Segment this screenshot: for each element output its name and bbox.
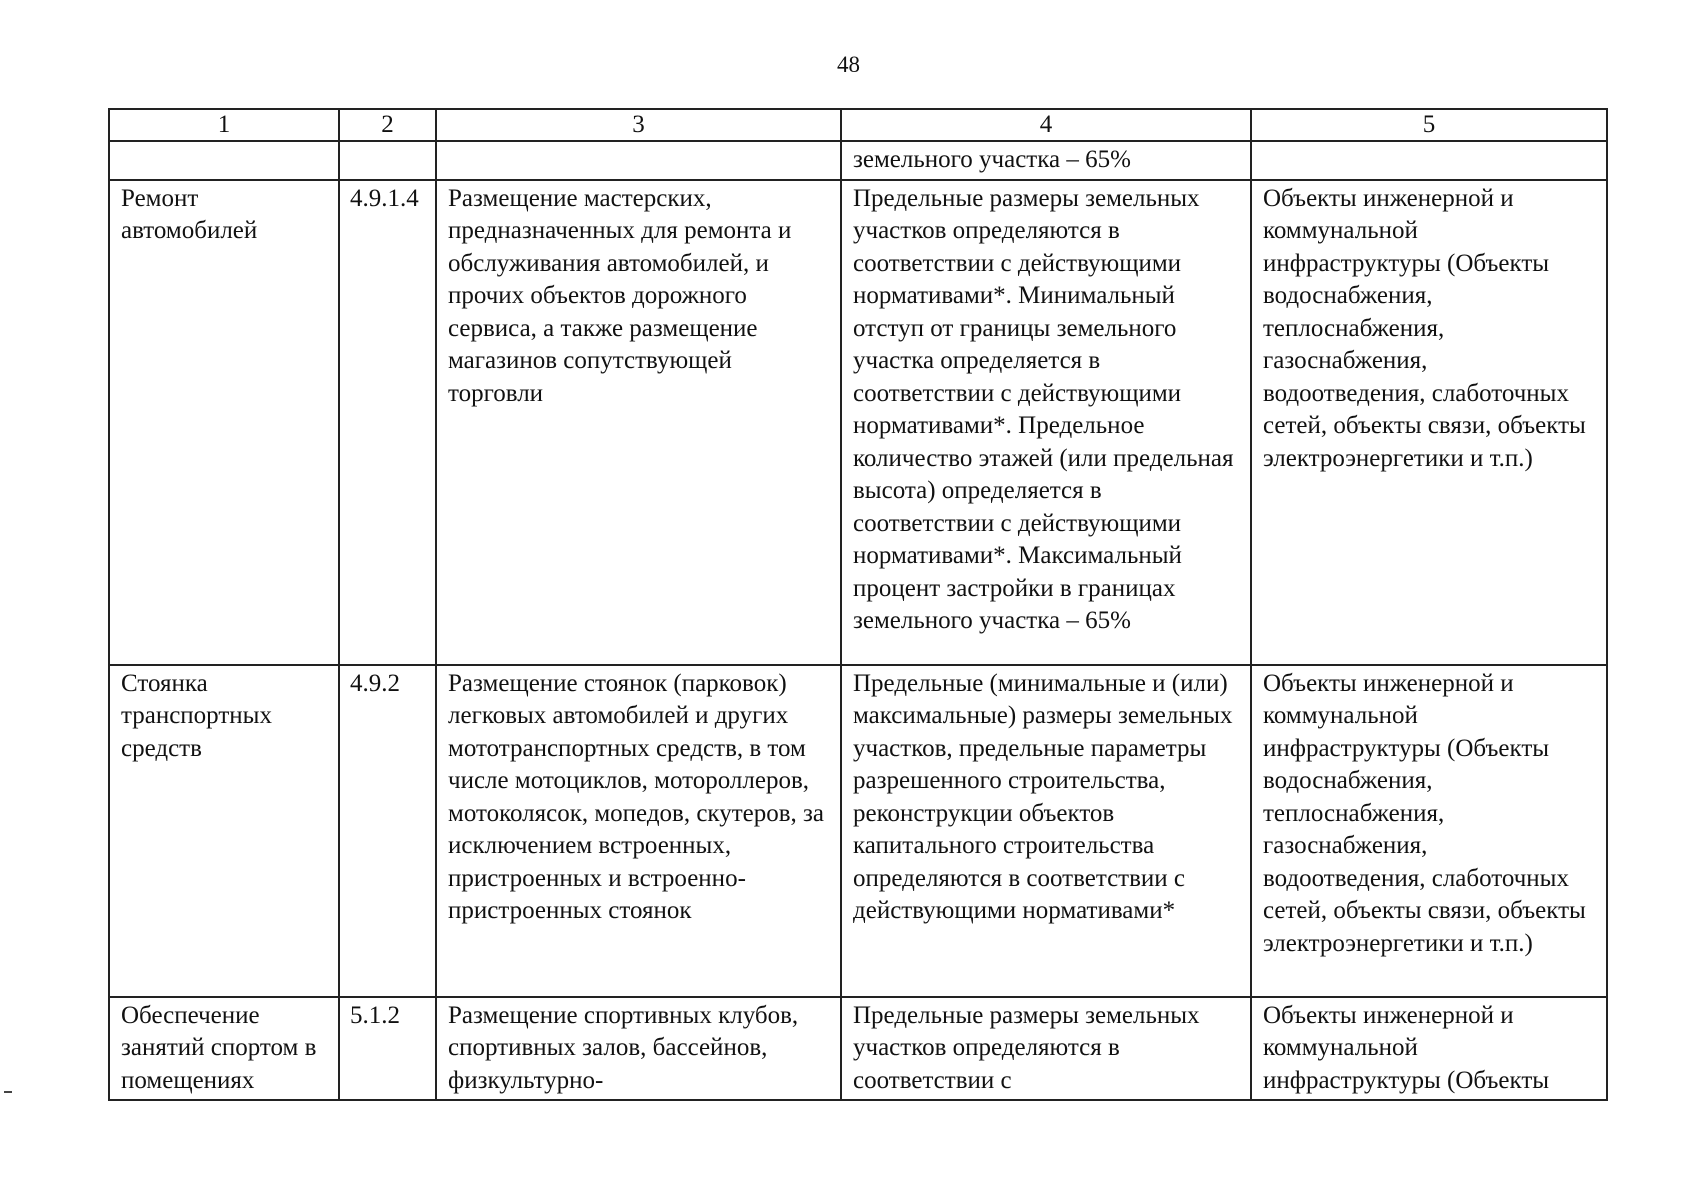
use-parameters: Предельные размеры земельных участков определяются в соответствии с [853,1001,1200,1094]
header-cell-3: 3 [436,109,841,141]
auxiliary-use: Объекты инженерной и коммунальной инфраструктуры (Объекты [1263,1001,1550,1094]
use-parameters: Предельные размеры земельных участков определяются в соответствии с действующими нормативами*. Минимальный отступ от границы земельного участка определяется в соответствии с действующими нормативами*. Предельное количество этажей (или предельная высота) определяется в соответствии с действующими нормативами*. Максимальный процент застройки в границах земельного участка – 65% [853,184,1234,634]
use-name-cell [109,997,339,1101]
header-cell-5: 5 [1251,109,1607,141]
use-name-cell [109,665,339,997]
header-cell-2: 2 [339,109,436,141]
continuation-row [109,141,1607,180]
use-parameters: Предельные (минимальные и (или) максимальные) размеры земельных участков, предельные параметры разрешенного строительства, реконструкции объектов капитального строительства определяются в соответствии с действующими нормативами* [853,669,1233,924]
continuation-cell-1 [109,141,339,180]
auxiliary-use-cell [1251,665,1607,997]
continuation-cell-5 [1251,141,1607,180]
use-name-cell [109,180,339,665]
table-row [109,665,1607,997]
use-description: Размещение спортивных клубов, спортивных залов, бассейнов, физкультурно- [448,1001,799,1094]
use-description: Размещение стоянок (парковок) легковых автомобилей и других мототранспортных средств, в том числе мотоциклов, мотороллеров, мотоколясок, мопедов, скутеров, за исключением встроенных, пристроенных и встроенно-пристроенных стоянок [448,669,825,924]
auxiliary-use: Объекты инженерной и коммунальной инфраструктуры (Объекты водоснабжения, теплоснабжения, газоснабжения, водоотведения, слаботочных сетей, объекты связи, объекты электроэнергетики и т.п.) [1263,669,1586,957]
use-name: Стоянка транспортных средств [121,669,272,762]
continuation-cell-3 [436,141,841,180]
use-description-cell [436,997,841,1101]
header-cell-1: 1 [109,109,339,141]
land-use-table [108,108,1608,1101]
use-description-cell [436,180,841,665]
scan-edge-mark [4,1091,12,1093]
auxiliary-use-cell [1251,997,1607,1101]
table-row [109,180,1607,665]
header-cell-4: 4 [841,109,1251,141]
use-parameters-cell [841,665,1251,997]
table-header-row [109,109,1607,141]
continuation-cell-4: земельного участка – 65% [841,141,1251,180]
use-code: 4.9.1.4 [350,184,419,212]
use-code-cell [339,997,436,1101]
use-name: Ремонт автомобилей [121,184,258,244]
auxiliary-use: Объекты инженерной и коммунальной инфраструктуры (Объекты водоснабжения, теплоснабжения, газоснабжения, водоотведения, слаботочных сетей, объекты связи, объекты электроэнергетики и т.п.) [1263,184,1586,472]
use-parameters-cell [841,180,1251,665]
page-number: 48 [837,52,860,77]
use-code-cell [339,180,436,665]
use-description-cell [436,665,841,997]
use-parameters-cell [841,997,1251,1101]
use-description: Размещение мастерских, предназначенных для ремонта и обслуживания автомобилей, и прочих объектов дорожного сервиса, а также размещение магазинов сопутствующей торговли [448,184,792,407]
auxiliary-use-cell [1251,180,1607,665]
table-row [109,997,1607,1101]
use-code-cell [339,665,436,997]
continuation-cell-2 [339,141,436,180]
use-code: 5.1.2 [350,1001,400,1029]
use-code: 4.9.2 [350,669,400,697]
use-name: Обеспечение занятий спортом в помещениях [121,1001,317,1094]
